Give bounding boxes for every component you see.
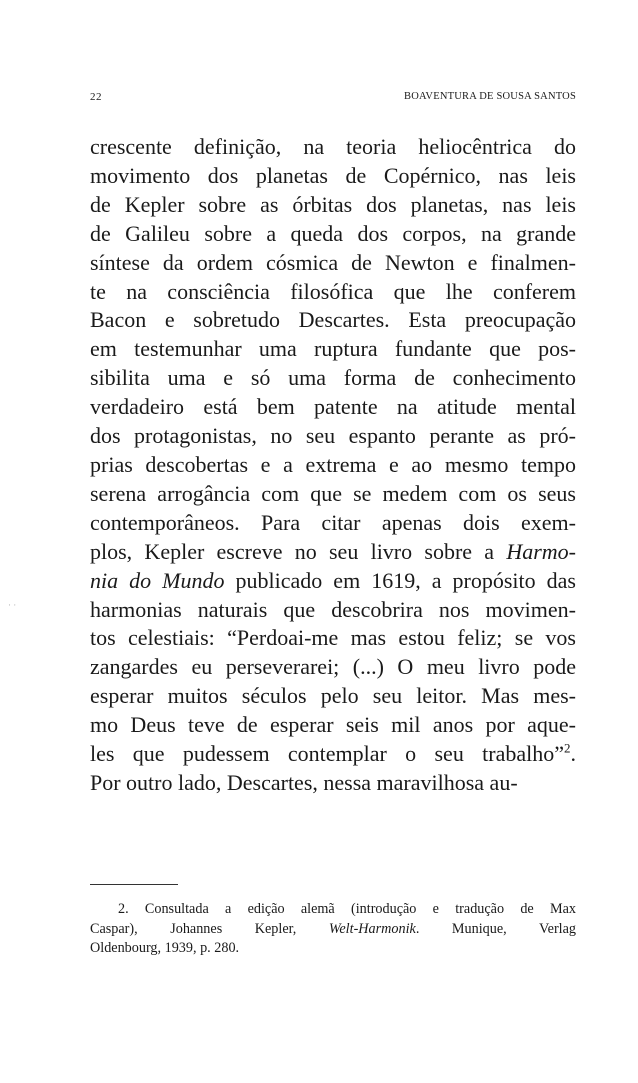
text-line: plos, Kepler escreve no seu livro sobre a Harmo- [90, 538, 576, 564]
text-line: harmonias naturais que descobrira nos movimen- [90, 596, 576, 622]
text-line: contemporâneos. Para citar apenas dois exem- [90, 509, 576, 535]
footnote-line: Caspar), Johannes Kepler, Welt-Harmonik. Munique, Verlag [90, 920, 576, 937]
body-text [90, 133, 576, 798]
text-line: verdadeiro está bem patente na atitude mental [90, 394, 576, 420]
page-number: 22 [90, 91, 102, 103]
text-line: em testemunhar uma ruptura fundante que pos- [90, 336, 576, 362]
footnote-reference: 2 [564, 740, 571, 756]
text-line: zangardes eu perseverarei; (...) O meu livro pode [90, 654, 576, 680]
text-line: Bacon e sobretudo Descartes. Esta preocupação [90, 307, 576, 333]
footnote-divider [90, 884, 178, 885]
running-head: BOAVENTURA DE SOUSA SANTOS [404, 91, 576, 102]
text-line: les que pudessem contemplar o seu trabalho”$^2$. [90, 740, 576, 767]
text-line: te na consciência filosófica que lhe conferem [90, 278, 576, 304]
text-line: mo Deus teve de esperar seis mil anos por aque- [90, 712, 576, 738]
footnote [90, 900, 576, 959]
text-line: serena arrogância com que se medem com os seus [90, 480, 576, 506]
footnote-title-italic: Welt-Harmonik [328, 920, 416, 937]
text-line: nia do Mundo publicado em 1619, a propósito das [90, 567, 576, 593]
scan-speck: · · [8, 600, 17, 610]
text-line: de Kepler sobre as órbitas dos planetas, nas leis [90, 191, 576, 217]
text-line: tos celestiais: “Perdoai-me mas estou feliz; se vos [90, 625, 576, 651]
book-title-italic: nia do Mundo [90, 567, 225, 593]
text-line: prias descobertas e a extrema e ao mesmo tempo [90, 451, 576, 477]
footnote-line: Oldenbourg, 1939, p. 280. [90, 940, 240, 956]
text-line: movimento dos planetas de Copérnico, nas leis [90, 162, 576, 188]
text-line: sibilita uma e só uma forma de conhecimento [90, 365, 576, 391]
text-line: esperar muitos séculos pelo seu leitor. Mas mes- [90, 683, 576, 709]
text-line: de Galileu sobre a queda dos corpos, na grande [90, 220, 576, 246]
text-line: Por outro lado, Descartes, nessa maravilhosa au- [90, 769, 518, 795]
text-line: síntese da ordem cósmica de Newton e finalmen- [90, 249, 576, 275]
footnote-line: 2. Consultada a edição alemã (introdução e tradução de Max [118, 901, 576, 917]
text-line: crescente definição, na teoria heliocêntrica do [90, 134, 576, 159]
text-line: dos protagonistas, no seu espanto perante as pró- [90, 423, 576, 449]
book-title-italic: Harmo- [506, 538, 576, 564]
